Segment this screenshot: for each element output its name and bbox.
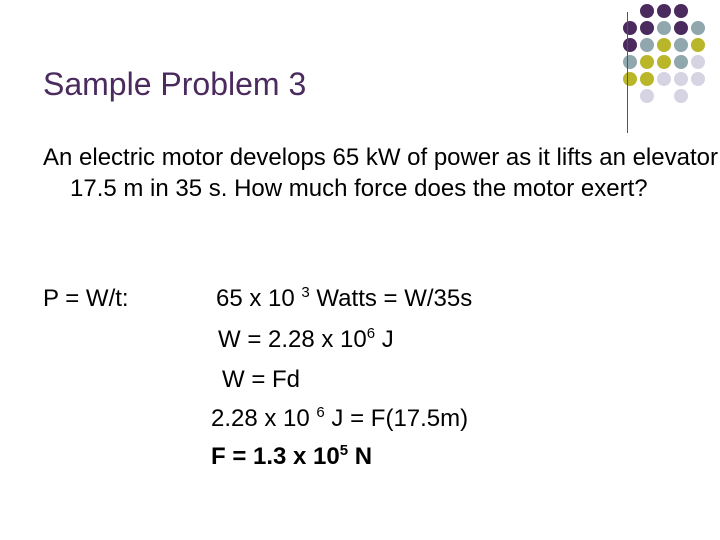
step-text: W = Fd	[222, 366, 301, 393]
decorative-dot	[691, 55, 705, 69]
decorative-dot	[674, 38, 688, 52]
decorative-dot	[623, 38, 637, 52]
decorative-dot	[691, 72, 705, 86]
decorative-dot	[657, 4, 671, 18]
decorative-dot	[674, 4, 688, 18]
decorative-dot	[640, 55, 654, 69]
decorative-dot	[674, 89, 688, 103]
step-exponent: 5	[339, 442, 349, 459]
decorative-dot	[640, 89, 654, 103]
solution-step	[211, 405, 468, 433]
decorative-dot	[623, 72, 637, 86]
decorative-dot	[657, 55, 671, 69]
step-text: W = 2.28 x 10	[218, 326, 367, 353]
step-text: J = F(17.5m)	[324, 405, 469, 432]
decorative-dot	[640, 38, 654, 52]
slide-title: Sample Problem 3	[43, 66, 307, 102]
decorative-divider-line	[627, 12, 628, 133]
solution-step	[222, 366, 300, 394]
decorative-dot	[674, 72, 688, 86]
final-answer	[211, 443, 372, 471]
problem-statement: An electric motor develops 65 kW of power as it lifts an elevator 17.5 m in 35 s. How much force does the motor exert?	[43, 144, 718, 202]
equation-label: P = W/t:	[43, 285, 129, 312]
decorative-dot	[623, 21, 637, 35]
decorative-dot	[657, 72, 671, 86]
decorative-dot	[640, 21, 654, 35]
step-text: F = 1.3 x 10	[211, 443, 340, 470]
solution-step	[216, 285, 472, 313]
solution-step	[218, 326, 394, 354]
step-text: J	[375, 326, 394, 353]
step-exponent: 6	[366, 325, 376, 342]
decorative-dot	[623, 55, 637, 69]
step-text: 2.28 x 10	[211, 405, 317, 432]
step-text: N	[348, 443, 373, 470]
step-text: 65 x 10	[216, 285, 302, 312]
step-exponent: 3	[301, 284, 310, 301]
decorative-dot	[640, 4, 654, 18]
decorative-dot	[691, 21, 705, 35]
decorative-dot	[674, 55, 688, 69]
decorative-dot	[691, 38, 705, 52]
decorative-dot	[657, 38, 671, 52]
decorative-dot	[640, 72, 654, 86]
step-text: Watts = W/35s	[309, 285, 473, 312]
step-exponent: 6	[316, 404, 325, 421]
decorative-dot	[657, 21, 671, 35]
decorative-dot	[674, 21, 688, 35]
decorative-dot-grid	[0, 0, 720, 130]
